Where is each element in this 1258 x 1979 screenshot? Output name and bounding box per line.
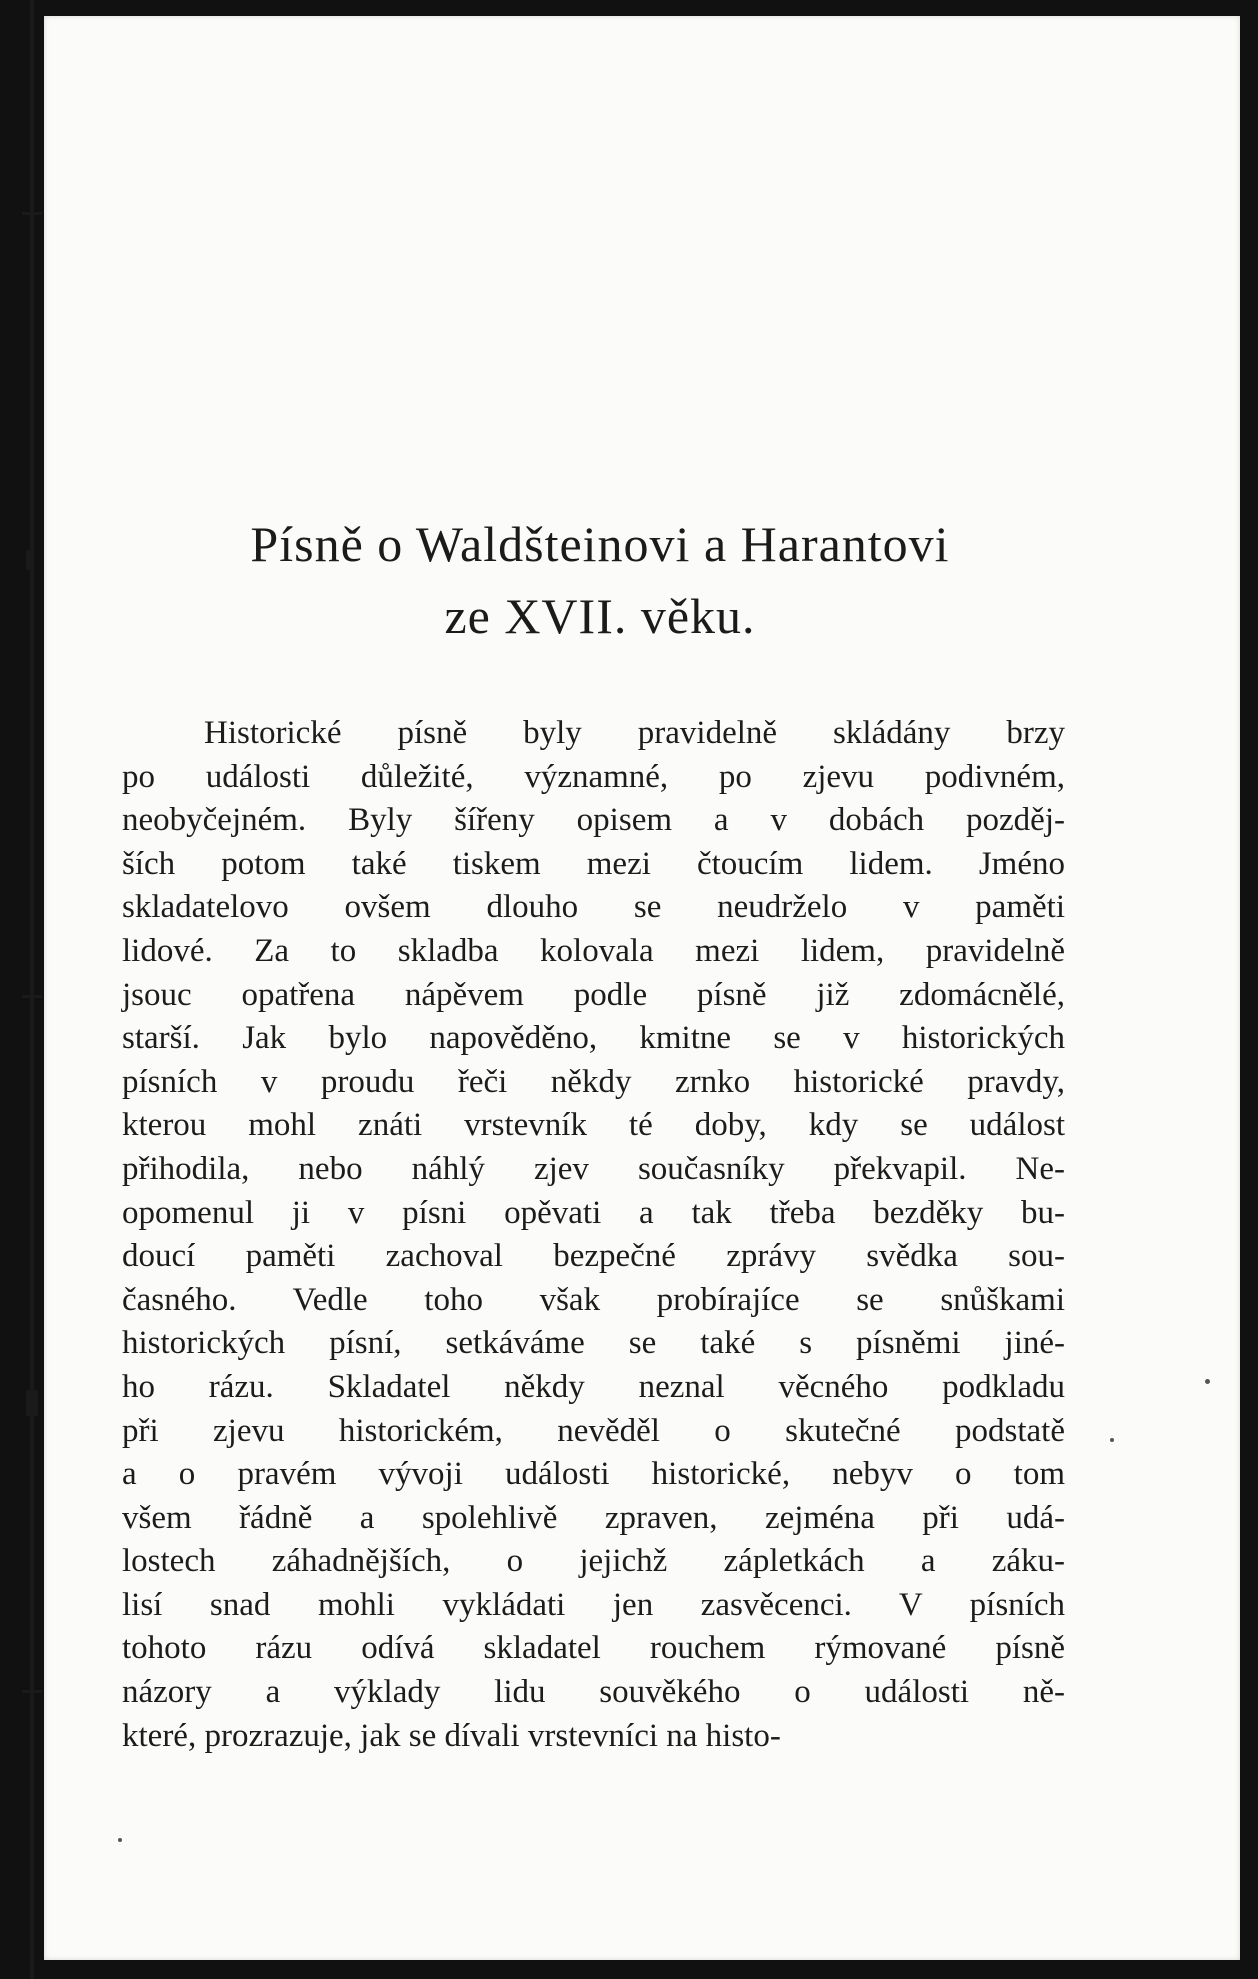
text-line: tohoto rázu odívá skladatel rouchem rýmované písně [122, 1630, 1065, 1667]
text-line: ho rázu. Skladatel někdy neznal věcného podkladu [122, 1368, 1065, 1405]
text-line: Historické písně byly pravidelně skládány brzy [204, 715, 1065, 751]
body-paragraph [122, 712, 1065, 1758]
text-line: všem řádně a spolehlivě zpraven, zejména při udá- [122, 1499, 1065, 1536]
binding-mark [26, 1390, 38, 1416]
text-line: historických písní, setkáváme se také s písněmi jiné- [122, 1325, 1065, 1362]
text-line: lidové. Za to skladba kolovala mezi lidem, pravidelně [122, 932, 1065, 969]
text-line: opomenul ji v písni opěvati a tak třeba bezděky bu- [122, 1194, 1065, 1231]
paper-speck [1110, 1438, 1114, 1442]
paper-speck [118, 1838, 122, 1842]
text-line: přihodila, nebo náhlý zjev současníky překvapil. Ne- [122, 1150, 1065, 1187]
text-line: po události důležité, významné, po zjevu podivném, [122, 758, 1065, 795]
text-line: názory a výklady lidu souvěkého o události ně- [122, 1674, 1065, 1711]
text-line: při zjevu historickém, nevěděl o skutečné podstatě [122, 1412, 1065, 1449]
text-line: skladatelovo ovšem dlouho se neudrželo v paměti [122, 889, 1065, 926]
binding-mark [22, 995, 42, 998]
binding-mark [26, 550, 34, 570]
text-line: časného. Vedle toho však probírajíce se snůškami [122, 1281, 1065, 1318]
text-line: písních v proudu řeči někdy zrnko historické pravdy, [122, 1063, 1065, 1100]
text-line: lostech záhadnějších, o jejichž zápletkách a záku- [122, 1543, 1065, 1580]
text-line: lisí snad mohli vykládati jen zasvěcenci. V písních [122, 1586, 1065, 1623]
text-line: doucí paměti zachoval bezpečné zprávy svědka sou- [122, 1238, 1065, 1275]
text-line: které, prozrazuje, jak se dívali vrstevníci na histo- [122, 1717, 781, 1754]
text-line: starší. Jak bylo napověděno, kmitne se v historických [122, 1020, 1065, 1057]
text-line: kterou mohl znáti vrstevník té doby, kdy se událost [122, 1107, 1065, 1144]
binding-mark [22, 212, 42, 215]
binding-edge [30, 0, 34, 1979]
binding-mark [22, 1690, 42, 1693]
paper-speck [1205, 1379, 1210, 1384]
text-line: jsouc opatřena nápěvem podle písně již zdomácnělé, [122, 976, 1065, 1013]
chapter-title-line-1: Písně o Waldšteinovi a Harantovi [250, 516, 950, 572]
chapter-title-line-2: ze XVII. věku. [444, 588, 756, 644]
text-line: ších potom také tiskem mezi čtoucím lidem. Jméno [122, 845, 1065, 882]
chapter-title [100, 508, 1100, 652]
text-line: neobyčejném. Byly šířeny opisem a v dobách pozděj- [122, 802, 1065, 839]
text-line: a o pravém vývoji události historické, nebyv o tom [122, 1456, 1065, 1493]
